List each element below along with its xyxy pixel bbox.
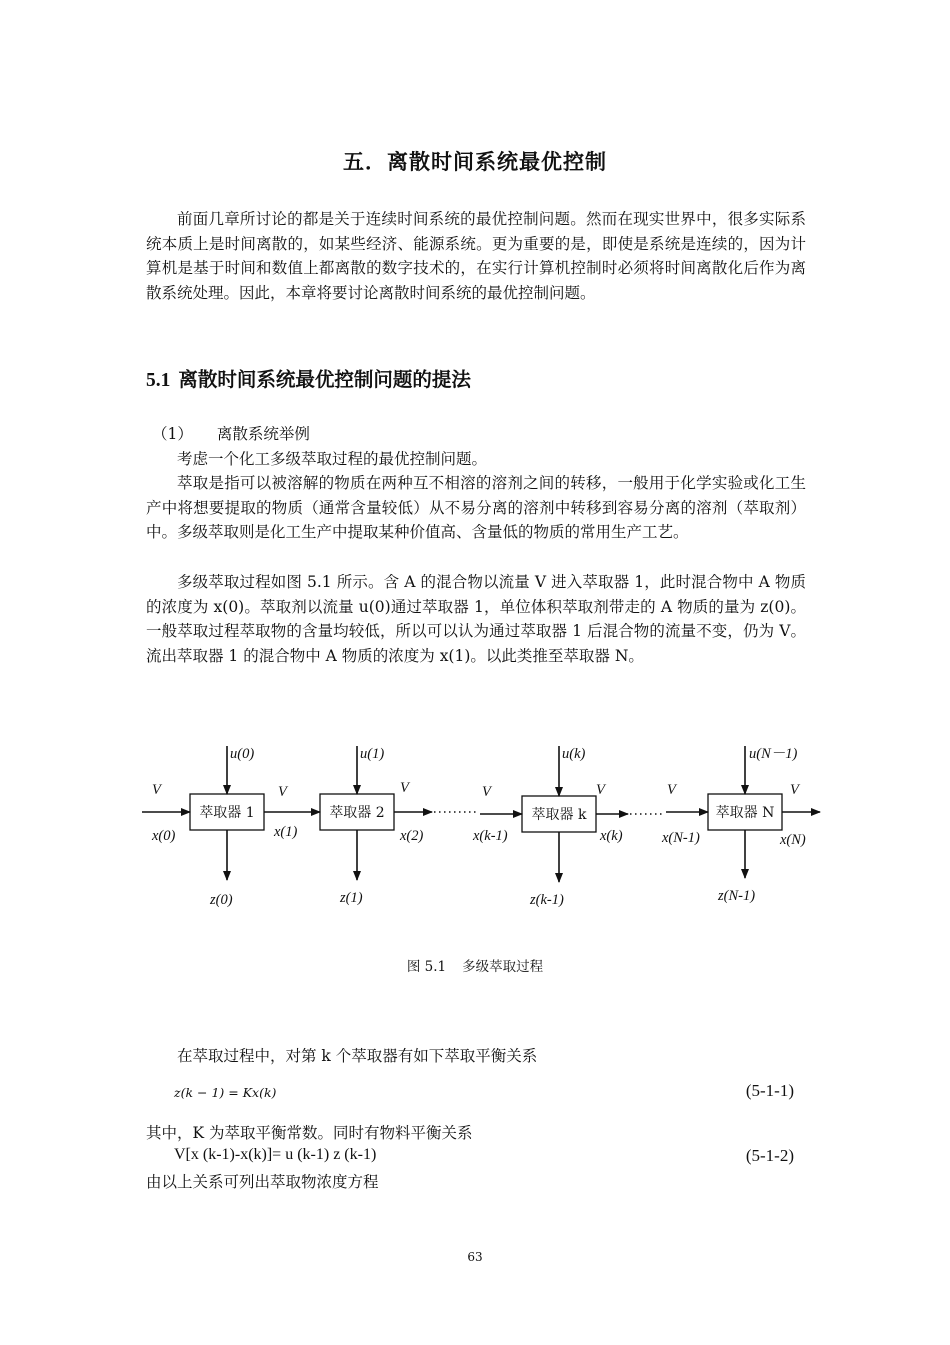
state-label-x1: x(1) bbox=[274, 824, 298, 840]
extractor-label-n: 萃取器 N bbox=[715, 805, 775, 821]
balance-paragraph: 在萃取过程中，对第 k 个萃取器有如下萃取平衡关系 bbox=[177, 1047, 538, 1065]
extractor-label-1: 萃取器 1 bbox=[199, 805, 255, 821]
output-label-zn-1: z(N-1) bbox=[718, 888, 756, 904]
section-number: 5.1 bbox=[146, 370, 171, 391]
flow-label-v3: V bbox=[400, 780, 409, 796]
flow-label-v2: V bbox=[278, 784, 287, 800]
input-label-u0: u(0) bbox=[230, 746, 255, 762]
output-label-z1: z(1) bbox=[340, 890, 363, 906]
state-label-xn: x(N) bbox=[780, 832, 806, 848]
chapter-title: 五．离散时间系统最优控制 bbox=[343, 150, 607, 174]
consider-paragraph: 考虑一个化工多级萃取过程的最优控制问题。 bbox=[177, 450, 488, 468]
flow-label-v5: V bbox=[596, 782, 605, 798]
flow-label-v6: V bbox=[667, 782, 676, 798]
output-label-zk-1: z(k-1) bbox=[530, 892, 564, 908]
state-label-x0: x(0) bbox=[152, 828, 176, 844]
state-label-x2: x(2) bbox=[400, 828, 424, 844]
input-label-u1: u(1) bbox=[360, 746, 385, 762]
input-label-uk: u(k) bbox=[562, 746, 586, 762]
figure-caption-text: 多级萃取过程 bbox=[462, 959, 544, 975]
intro-paragraph: 前面几章所讨论的都是关于连续时间系统的最优控制问题。然而在现实世界中，很多实际系统本质上是时间离散的，如某些经济、能源系统。更为重要的是，即使是系统是连续的，因为计算机是基于时间和数值上都离散的数字技术的，在实行计算机控制时必须将时间离散化后作为离散系统处理。因此，本章将要讨论离散时间系统的最优控制问题。 bbox=[146, 210, 806, 302]
process-paragraph: 多级萃取过程如图 5.1 所示。含 A 的混合物以流量 V 进入萃取器 1，此时混合物中 A 物质的浓度为 x(0)。萃取剂以流量 u(0)通过萃取器 1，单位体积萃取剂带走的 A 物质的量为 z(0)。一般萃取过程萃取物的含量均较低，所以可以认为通过萃取器 1 后混合物的流量不变，仍为 V。流出萃取器 1 的混合物中 A 物质的浓度为 x(1)。以此类推至萃取器 N。 bbox=[146, 573, 806, 665]
equation-5-1-2-body: V[x (k-1)-x(k)]= u (k-1) z (k-1) bbox=[174, 1146, 377, 1163]
item-title: 离散系统举例 bbox=[216, 425, 310, 443]
section-title-text: 离散时间系统最优控制问题的提法 bbox=[178, 368, 471, 391]
equation-5-1-2-tag: (5-1-2) bbox=[745, 1146, 794, 1165]
item-label: （1） bbox=[152, 425, 193, 443]
item-heading bbox=[146, 422, 310, 444]
section-heading bbox=[146, 364, 471, 392]
output-label-z0: z(0) bbox=[210, 892, 233, 908]
extraction-paragraph: 萃取是指可以被溶解的物质在两种互不相溶的溶剂之间的转移，一般用于化学实验或化工生产中将想要提取的物质（通常含量较低）从不易分离的溶剂中转移到容易分离的溶剂（萃取剂）中。多级萃取则是化工生产中提取某种价值高、含量低的物质的常用生产工艺。 bbox=[146, 474, 806, 541]
equation-5-1-1-tag: (5-1-1) bbox=[745, 1081, 794, 1100]
flow-label-v1: V bbox=[152, 782, 161, 798]
where-paragraph: 其中，K 为萃取平衡常数。同时有物料平衡关系 bbox=[146, 1124, 473, 1142]
extractor-label-k: 萃取器 k bbox=[531, 807, 587, 823]
figure-caption bbox=[0, 955, 950, 975]
thus-paragraph: 由以上关系可列出萃取物浓度方程 bbox=[146, 1173, 379, 1191]
state-label-xk-1: x(k-1) bbox=[473, 828, 508, 844]
input-label-un: u(N－1) bbox=[749, 746, 798, 762]
extractor-label-2: 萃取器 2 bbox=[329, 805, 385, 821]
figure-label: 图 5.1 bbox=[406, 959, 447, 975]
flow-label-v4: V bbox=[482, 784, 491, 800]
state-label-xk: x(k) bbox=[600, 828, 623, 844]
flow-label-v7: V bbox=[790, 782, 799, 798]
page-number: 63 bbox=[467, 1250, 483, 1264]
state-label-xn-1: x(N-1) bbox=[662, 830, 700, 846]
extraction-diagram bbox=[140, 738, 840, 928]
equation-5-1-1-body: z(k − 1) = Kx(k) bbox=[174, 1085, 277, 1100]
